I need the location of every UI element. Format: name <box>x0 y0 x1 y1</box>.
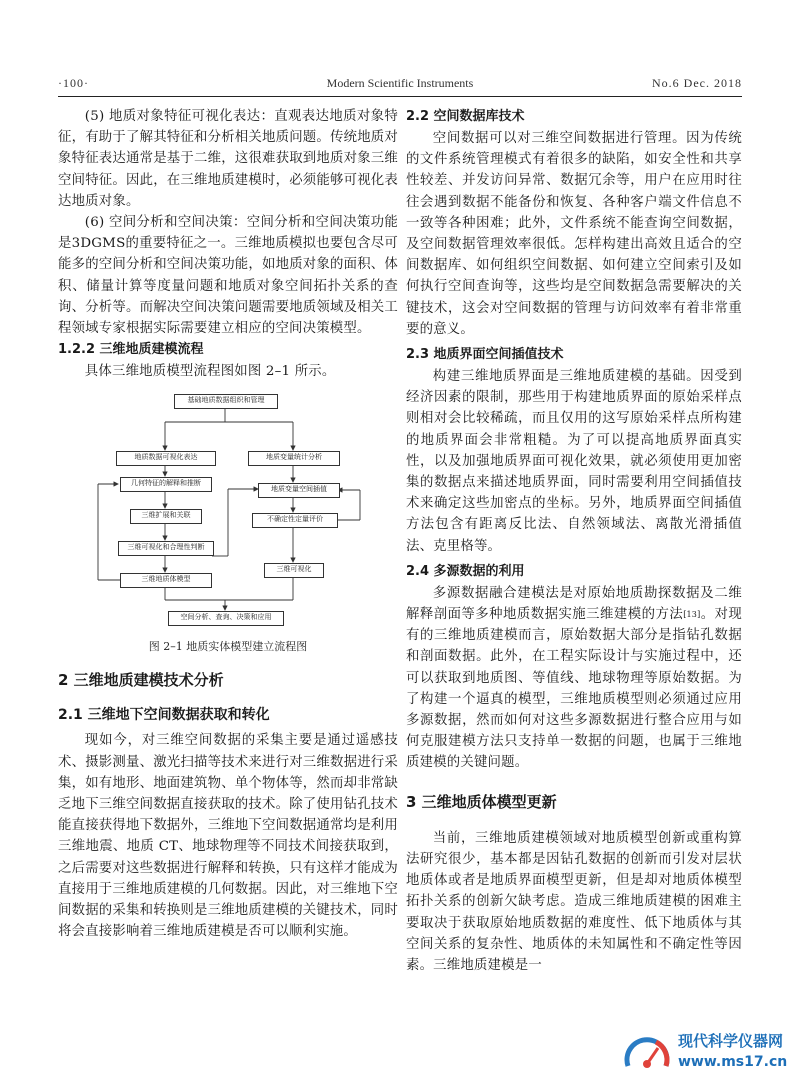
paragraph-figure-intro: 具体三维地质模型流程图如图 2–1 所示。 <box>84 364 336 380</box>
flow-box-variable-statistics: 地质变量统计分析 <box>248 451 340 466</box>
flow-box-3d-visualization: 三维可视化 <box>264 563 324 578</box>
watermark-logo <box>618 1026 794 1080</box>
watermark-title: 现代科学仪器网 <box>678 1032 784 1050</box>
header-rule <box>58 96 742 97</box>
flow-box-geometry-interpretation: 几何特征的解释和推断 <box>120 477 212 492</box>
flow-box-spatial-application: 空间分析、查询、决策和应用 <box>168 611 284 626</box>
heading-2-2: 2.2 空间数据库技术 <box>406 109 525 124</box>
heading-section-3: 3 三维地质体模型更新 <box>406 792 557 811</box>
heading-section-2: 2 三维地质建模技术分析 <box>58 671 224 690</box>
paragraph-multisource-part1: 多源数据融合建模法是对原始地质勘探数据及二维解释剖面等多种地质数据实施三维建模的方法 <box>406 585 742 623</box>
issue-info: No.6 Dec. 2018 <box>652 76 742 90</box>
reference-13: [13] <box>683 610 701 620</box>
flow-box-3d-visualization-check: 三维可视化和合理性判断 <box>118 541 214 556</box>
paragraph-model-update: 当前，三维地质建模领域对地质模型创新或重构算法研究很少，基本都是因钻孔数据的创新而引发对层状地质体或者是地质界面模型更新，但是却对地质体模型拓扑关系的创新欠缺考虑。造成三维地质建模的困难主要取决于获取原始地质数据的难度性、低下地质体与其空间关系的复杂性、地质体的未知属性和不确定性等因素。三维地质建模是一 <box>406 830 742 973</box>
flow-box-variable-interpolation: 地质变量空间插值 <box>258 483 340 498</box>
flow-box-3d-geological-model: 三维地质体模型 <box>120 573 212 588</box>
flowchart-figure <box>88 386 398 636</box>
journal-name: Modern Scientific Instruments <box>326 76 474 90</box>
running-header <box>58 72 742 94</box>
flow-box-3d-extension: 三维扩展和关联 <box>130 509 202 524</box>
flow-box-uncertainty-evaluation: 不确定性定量评价 <box>252 513 338 528</box>
paragraph-data-acquisition: 现如今，对三维空间数据的采集主要是通过遥感技术、摄影测量、激光扫描等技术来进行对三维数据进行采集，如有地形、地面建筑物、单个物体等，然而却非常缺乏地下三维空间数据直接获取的技术。除了使用钻孔技术能直接获得地下数据外，三维地下空间数据通常均是利用三维地震、地质 CT、地球物理等不同技术间接获取到，之后需要对这些数据进行解释和转换，只有这样才能成为直接用于三维地质建模的几何数据。因此，对三维地下空间数据的采集和转换则是三维地质建模的关键技术，同时将会直接影响着三维地质建模是否可以顺利实施。 <box>58 733 398 940</box>
left-column <box>58 106 398 942</box>
heading-2-1: 2.1 三维地下空间数据获取和转化 <box>58 707 270 724</box>
heading-2-3: 2.3 地质界面空间插值技术 <box>406 347 564 363</box>
watermark-gauge-icon <box>618 1026 676 1080</box>
heading-2-4: 2.4 多源数据的利用 <box>406 563 525 579</box>
paragraph-interpolation: 构建三维地质界面是三维地质建模的基础。因受到经济因素的限制，那些用于构建地质界面的原始采样点则相对会比较稀疏，而且仅用的这写原始采样点所构建的地质界面会非常粗糙。为了可以提高地质界面真实性，以及加强地质界面可视化效果，就必须使用更加密集的数据点来描述地质界面，同时需要利用空间插值技术来确定这些加密点的坐标。另外，地质界面空间插值方法包含有距离反比法、自然领域法、离散光滑插值法、克里格等。 <box>406 369 742 554</box>
flow-box-data-management: 基础地质数据组织和管理 <box>174 394 278 409</box>
right-column <box>406 106 742 976</box>
watermark-url: www.ms17.cn <box>678 1054 788 1070</box>
paragraph-spatial-database: 空间数据可以对三维空间数据进行管理。因为传统的文件系统管理模式有着很多的缺陷，如安全性和共享性较差、并发访问异常、数据冗余等，用户在应用时往往会遇到数据不能备份和恢复、各种客户端文件信息不一致等各种困难；此外，文件系统不能查询空间数据，及空间数据管理效率很低。怎样构建出高效且适合的空间数据库、如何组织空间数据、如何建立空间索引及如何执行空间查询等，这些均是空间数据急需要解决的关键技术，这会对空间数据的管理与访问效率有着非常重要的意义。 <box>406 131 742 337</box>
paragraph-multisource-part2: 。对现有的三维地质建模而言，原始数据大部分是指钻孔数据和剖面数据。此外，在工程实际设计与实施过程中，还可以获取到地质图、等值线、地球物理等原始数据。为了构建一个逼真的模型，三维地质模型则必须通过应用多源数据，然而如何对这些多源数据进行整合应用与如何克服建模方法只支持单一数据的问题，也属于三维地质建模的关键问题。 <box>406 607 742 771</box>
paragraph-multisource-data <box>406 583 742 774</box>
figure-caption: 图 2–1 地质实体模型建立流程图 <box>148 640 308 654</box>
paragraph-spatial-analysis: (6) 空间分析和空间决策：空间分析和空间决策功能是3DGMS的重要特征之一。三维地质模拟也要包含尽可能多的空间分析和空间决策功能，如地质对象的面积、体积、储量计算等度量问题和地质对象空间拓扑关系的查询、分析等。而解决空间决策问题需要地质领域及相关工程领域专家根据实际需要建立相应的空间决策模型。 <box>58 215 398 337</box>
page-number: ·100· <box>58 76 89 90</box>
flow-box-visual-expression: 地质数据可视化表达 <box>116 451 216 466</box>
paragraph-feature-visualization: (5) 地质对象特征可视化表达：直观表达地质对象特征，有助于了解其特征和分析相关地质问题。传统地质对象特征表达通常是基于二维，这很难获取到地质对象三维空间特征。因此，在三维地质建模时，必须能够可视化表达地质对象。 <box>58 109 398 209</box>
heading-1-2-2: 1.2.2 三维地质建模流程 <box>58 342 204 358</box>
